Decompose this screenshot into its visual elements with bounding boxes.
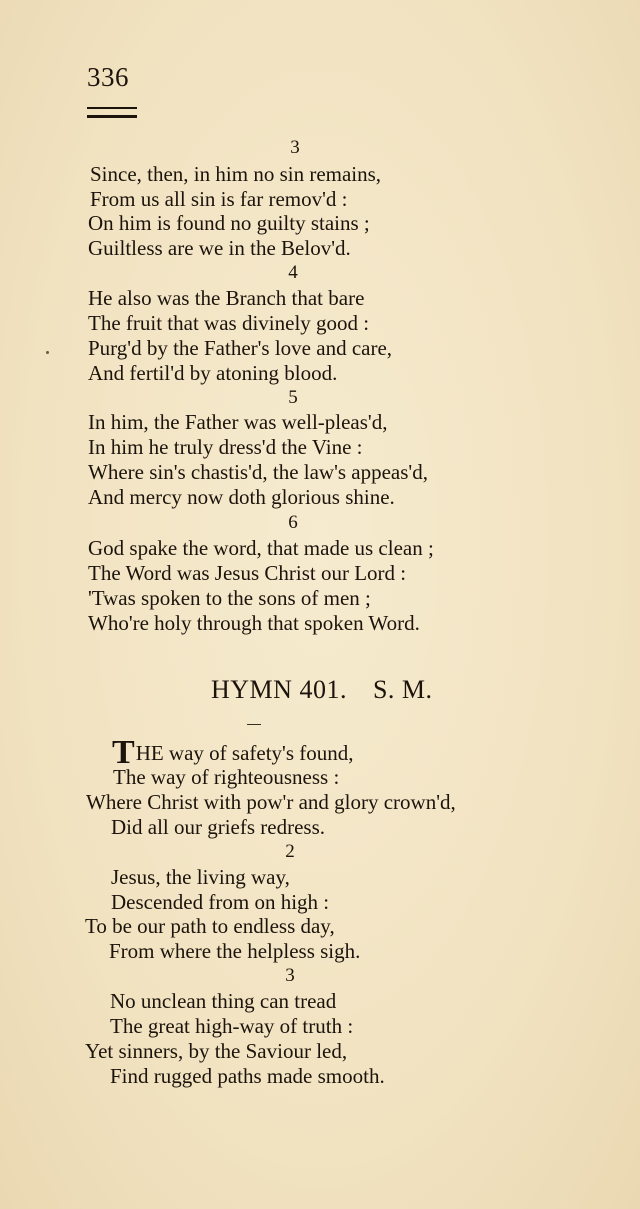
hymn-line: Yet sinners, by the Saviour led, [85,1039,348,1063]
hymn-line: And fertil'd by atoning blood. [88,361,338,385]
header-rule [87,107,137,118]
verse-number: 3 [285,965,295,986]
hymn-line-text: HE way of safety's found, [135,741,354,765]
ornament-dash [247,724,261,725]
page-number: 336 [87,62,129,92]
hymn-line: Since, then, in him no sin remains, [90,162,382,186]
hymn-line: God spake the word, that made us clean ; [88,536,434,560]
hymn-line: Where Christ with pow'r and glory crown'd, [86,790,456,814]
hymn-line: No unclean thing can tread [110,989,337,1013]
hymn-line: Who're holy through that spoken Word. [88,611,420,635]
hymn-line: In him, the Father was well-pleas'd, [88,410,388,434]
hymn-number: HYMN 401. [211,675,347,704]
verse-number: 5 [288,387,298,408]
hymn-line: On him is found no guilty stains ; [88,211,370,235]
hymn-line: The great high-way of truth : [110,1014,354,1038]
hymn-line: And mercy now doth glorious shine. [88,485,395,509]
hymn-line: To be our path to endless day, [85,914,335,938]
hymn-line: Descended from on high : [111,890,330,914]
hymn-meter: S. M. [372,675,433,704]
verse-number: 2 [285,841,295,862]
hymn-line: Guiltless are we in the Belov'd. [88,236,351,260]
hymn-heading [211,675,433,705]
hymn-line: The Word was Jesus Christ our Lord : [88,561,407,585]
hymn-line: From us all sin is far remov'd : [90,187,348,211]
hymn-line: Where sin's chastis'd, the law's appeas'd, [88,460,428,484]
drop-cap: T [112,734,135,771]
hymn-line: Jesus, the living way, [111,865,290,889]
paper-speck [46,351,49,354]
hymn-line [112,734,354,771]
hymn-line: He also was the Branch that bare [88,286,365,310]
hymn-line: Did all our griefs redress. [111,815,326,839]
verse-number: 4 [288,262,298,283]
hymn-line: 'Twas spoken to the sons of men ; [88,586,371,610]
hymn-line: The way of righteousness : [113,765,340,789]
hymn-line: In him he truly dress'd the Vine : [88,435,363,459]
hymn-line: Purg'd by the Father's love and care, [88,336,393,360]
hymn-line: Find rugged paths made smooth. [110,1064,385,1088]
verse-number: 3 [290,137,300,158]
verse-number: 6 [288,512,298,533]
hymn-line: The fruit that was divinely good : [88,311,370,335]
hymn-line: From where the helpless sigh. [109,939,361,963]
